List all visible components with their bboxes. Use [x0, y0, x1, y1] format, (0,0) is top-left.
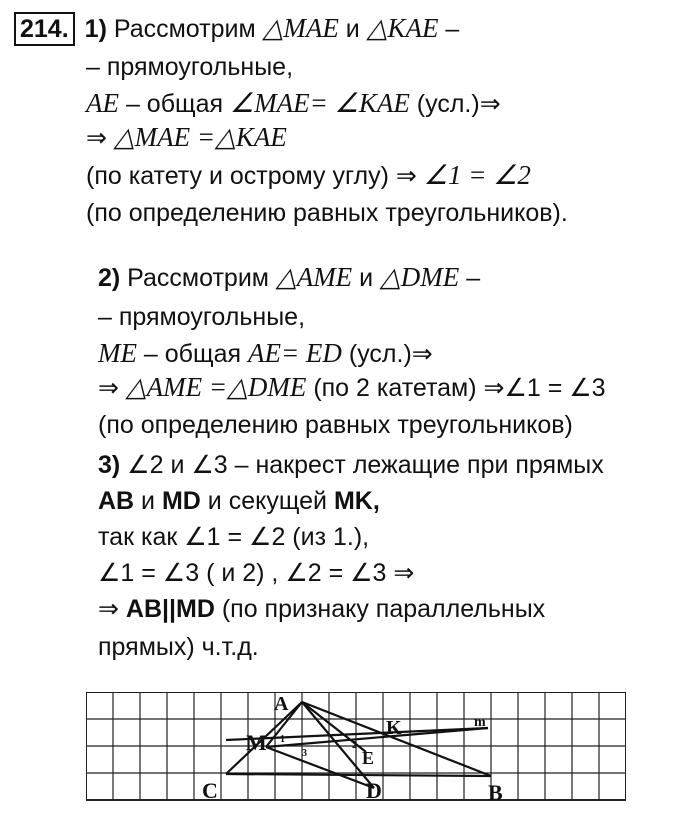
label-angle-3: 3: [302, 748, 307, 759]
p2-l1-dash: –: [459, 264, 481, 292]
p2-triangle-dme: △DME: [380, 262, 460, 292]
p2-line-2: – прямоугольные,: [98, 303, 306, 331]
label-c: C: [202, 778, 218, 802]
p1-l5-text: (по катету и острому углу) ⇒: [86, 162, 424, 190]
p2-l4-tail: (по 2 катетам) ⇒∠1 = ∠3: [306, 374, 606, 402]
p2-l3-tail: (усл.)⇒: [341, 340, 433, 368]
p3-l1-text: ∠2 и ∠3 – накрест лежащие при прямых: [120, 451, 604, 479]
p1-line-6: (по определению равных треугольников).: [86, 199, 568, 227]
problem-number: 214.: [14, 12, 75, 46]
p2-line-4: [98, 372, 606, 403]
p1-l4-arrow: ⇒: [86, 124, 114, 152]
p1-l3-text: – общая: [119, 90, 230, 118]
p2-l4-arrow: ⇒: [98, 374, 126, 402]
label-e: E: [362, 748, 375, 768]
p1-line-4: [86, 122, 287, 153]
p1-l1-and: и: [338, 15, 367, 43]
p3-line-3: так как ∠1 = ∠2 (из 1.),: [98, 523, 370, 551]
p2-line-1: [98, 262, 480, 293]
p2-triangle-ame: △AME: [275, 262, 353, 292]
p3-line-6: прямых) ч.т.д.: [98, 633, 259, 661]
p1-triangle-mae: △MAE: [262, 13, 339, 43]
segment-cb: [226, 774, 491, 776]
label-line-m: m: [474, 715, 486, 730]
p2-line-3: [98, 338, 433, 369]
p1-line-2: – прямоугольные,: [86, 53, 294, 81]
label-a: A: [274, 693, 289, 715]
p1-line-3: [86, 88, 501, 119]
p3-l5-tail: (по признаку параллельных: [214, 595, 546, 623]
step-3-label: 3): [98, 451, 121, 479]
p1-line-5: [86, 160, 531, 191]
p3-line-2: [98, 486, 380, 516]
step-2-label: 2): [98, 264, 121, 292]
p2-l3-text: – общая: [136, 340, 248, 368]
p3-l2-tail: и секущей: [200, 487, 334, 515]
p1-l3-segment: AE: [86, 88, 119, 118]
p1-l1-dash: –: [438, 15, 460, 43]
p2-l3-segment: ME: [98, 338, 137, 368]
p2-l3-segments: AE= ED: [247, 338, 342, 368]
label-angle-2: 2: [352, 740, 357, 751]
p1-triangle-kae: △KAE: [366, 13, 439, 43]
segment-ab: [302, 702, 491, 776]
p1-l3-angles: ∠MAE= ∠KAE: [229, 88, 410, 118]
p2-line-5: (по определению равных треугольников): [98, 411, 573, 439]
figure-labels: [202, 693, 503, 802]
label-d: D: [366, 778, 382, 802]
label-b: B: [488, 780, 503, 802]
p1-l3-tail: (усл.)⇒: [409, 90, 501, 118]
p1-l4-equality: △MAE =△KAE: [113, 122, 287, 152]
geometry-figure: [86, 692, 626, 802]
p1-line-1: [14, 12, 459, 46]
p2-l1-text: Рассмотрим: [120, 264, 276, 292]
p3-parallel: AB||MD: [125, 595, 215, 623]
p3-l5-arrow: ⇒: [98, 595, 126, 623]
p3-l2-and: и: [134, 487, 162, 515]
p2-l1-and: и: [352, 264, 381, 292]
p3-line-mk: MK,: [333, 487, 380, 515]
p3-line-1: [98, 450, 604, 480]
label-k: K: [386, 717, 402, 739]
p3-line-5: [98, 594, 545, 624]
p3-line-ab: AB: [98, 487, 135, 515]
p3-line-4: ∠1 = ∠3 ( и 2) , ∠2 = ∠3 ⇒: [98, 559, 415, 587]
label-angle-1: 1: [280, 734, 285, 745]
p1-l1-text: Рассмотрим: [113, 15, 263, 43]
p2-l4-equality: △AME =△DME: [125, 372, 307, 402]
p3-line-md: MD: [161, 487, 201, 515]
label-m: M: [246, 730, 267, 755]
step-1-label: 1): [84, 15, 107, 43]
p1-l5-angles: ∠1 = ∠2: [423, 160, 531, 190]
